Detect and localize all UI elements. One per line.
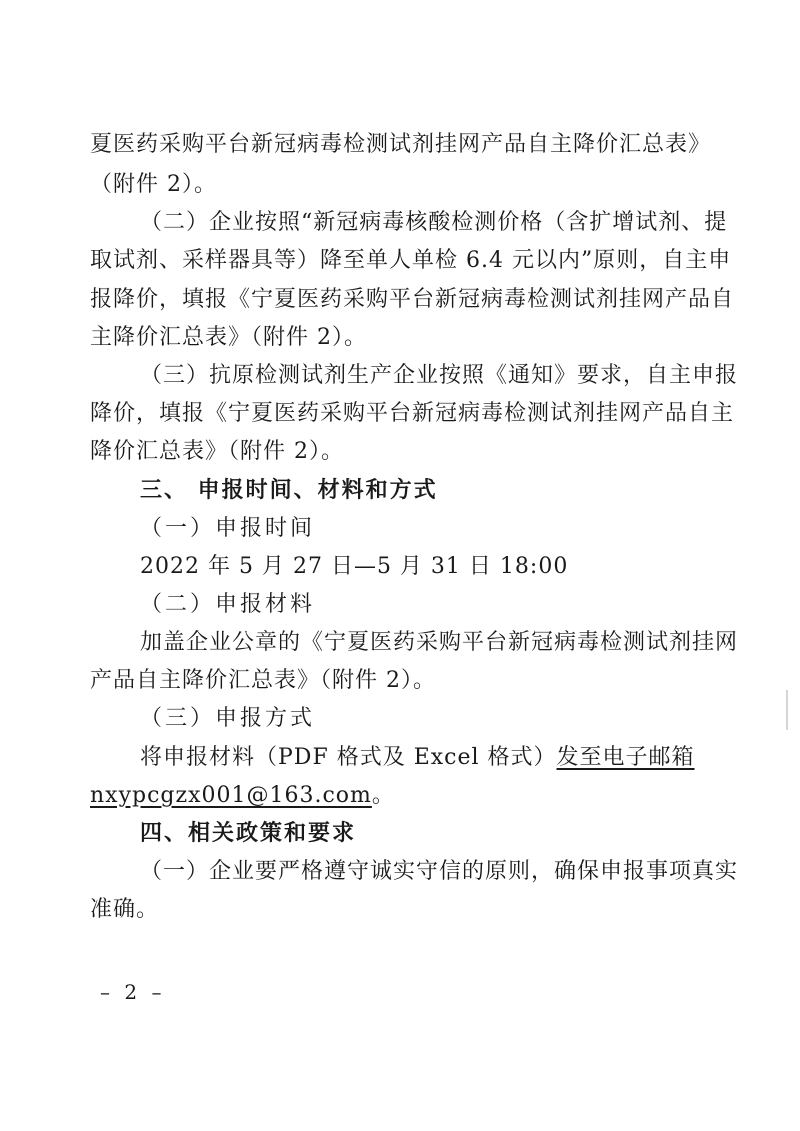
clause-2-line-4: 主降价汇总表》（附件 2）。 [90,325,367,350]
method-prefix: 将申报材料（PDF 格式及 Excel 格式） [140,745,557,770]
scan-edge-mark [786,690,788,730]
method-line [140,743,695,773]
time-value: 2022 年 5 月 27 日—5 月 31 日 18:00 [140,554,569,579]
email-address-link[interactable]: nxypcgzx001@163.com [90,783,372,808]
section-4-line-2: 准确。 [90,897,160,922]
method-label: （三）申报方式 [140,706,316,731]
body-line-2: （附件 2）。 [90,172,217,197]
material-label: （二）申报材料 [140,592,316,617]
clause-2-line-2: 取试剂、采样器具等）降至单人单检 6.4 元以内”原则，自主申 [90,248,732,273]
email-line-end: 。 [371,783,395,808]
email-line [90,781,395,811]
section-3-heading: 三、 申报时间、材料和方式 [140,478,438,503]
clause-3-line-3: 降价汇总表》（附件 2）。 [90,439,344,464]
body-line-1: 夏医药采购平台新冠病毒检测试剂挂网产品自主降价汇总表》 [90,132,712,157]
section-4-heading: 四、相关政策和要求 [140,821,357,846]
clause-3-line-2: 降价，填报《宁夏医药采购平台新冠病毒检测试剂挂网产品自主 [90,401,735,426]
section-4-line-1: （一）企业要严格遵守诚实守信的原则，确保申报事项真实 [140,859,739,884]
material-line-2: 产品自主降价汇总表》（附件 2）。 [90,668,436,693]
material-line-1: 加盖企业公章的《宁夏医药采购平台新冠病毒检测试剂挂网 [140,630,739,655]
page-number: – 2 – [100,980,166,1004]
clause-3-line-1: （三）抗原检测试剂生产企业按照《通知》要求，自主申报 [140,363,739,388]
clause-2-line-1: （二）企业按照“新冠病毒核酸检测价格（含扩增试剂、提 [140,210,728,235]
time-label: （一）申报时间 [140,516,316,541]
email-link-text[interactable]: 发至电子邮箱 [556,745,695,770]
clause-2-line-3: 报降价，填报《宁夏医药采购平台新冠病毒检测试剂挂网产品自 [90,287,735,312]
